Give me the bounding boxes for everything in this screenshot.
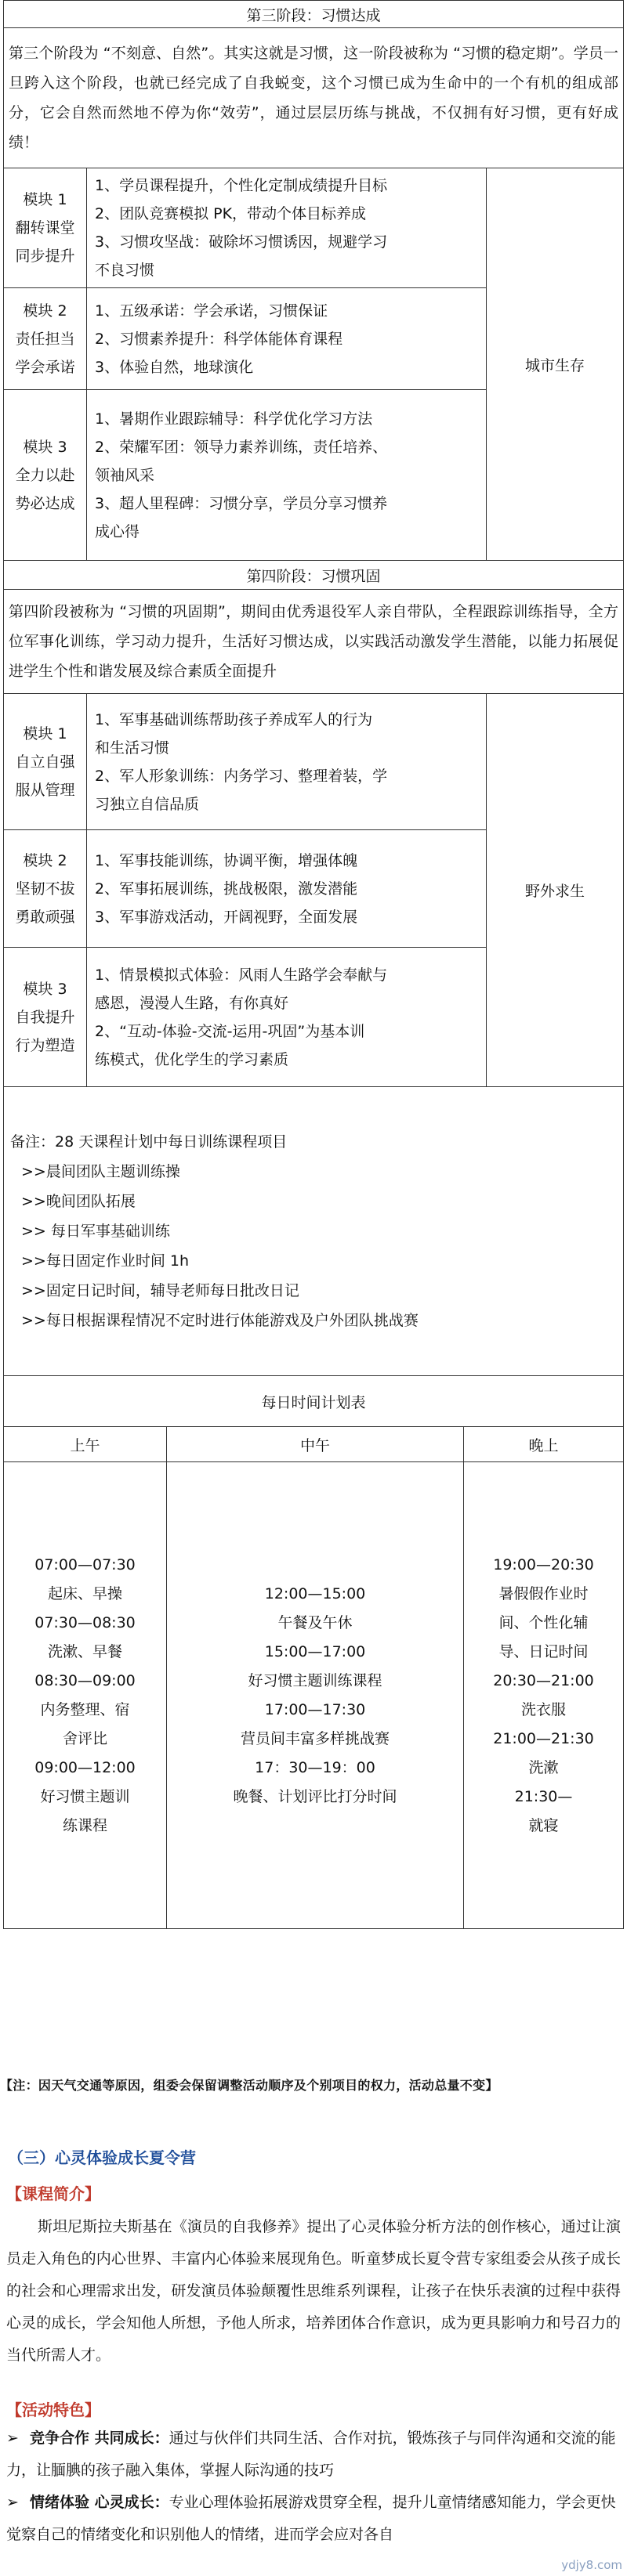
footnote: 【注：因天气交通等原因，组委会保留调整活动顺序及个别项目的权力，活动总量不变】 [0, 2078, 498, 2093]
phase4-title: 第四阶段：习惯巩固 [4, 561, 624, 590]
phase4-module-3-items: 1、情景模拟式体验：风雨人生路学会奉献与 感恩，漫漫人生路，有你真好 2、“互动-体验-交流-运用-巩固”为基本训 练模式，优化学生的学习素质 [87, 948, 487, 1087]
course-intro-title: 【课程简介】 [6, 2184, 100, 2203]
phase4-intro: 第四阶段被称为 “习惯的巩固期”，期间由优秀退役军人亲自带队，全程跟踪训练指导，全方位军事化训练，学习动力提升，生活好习惯达成，以实践活动激发学生潜能，以能力拓展促进学生个性和谐发展及综合素质全面提升 [4, 590, 624, 694]
feature-label: 竞争合作 共同成长： [30, 2430, 169, 2447]
note-line: >>晚间团队拓展 [21, 1193, 136, 1210]
features-title: 【活动特色】 [6, 2401, 100, 2419]
phase3-location: 城市生存 [487, 168, 624, 561]
schedule-header-evening: 晚上 [464, 1427, 624, 1462]
note-line: >>晨间团队主题训练操 [21, 1163, 180, 1180]
schedule-header-noon: 中午 [167, 1427, 464, 1462]
course-intro-text: 斯坦尼斯拉夫斯基在《演员的自我修养》提出了心灵体验分析方法的创作核心，通过让演员走入角色的内心世界、丰富内心体验来展现角色。昕童梦成长夏令营专家组委会从孩子成长的社会和心理需求出发，研发演员体验颠覆性思维系列课程，让孩子在快乐表演的过程中获得心灵的成长，学会知他人所想，予他人所求，培养团体合作意识，成为更具影响力和号召力的当代所需人才。 [6, 2218, 621, 2364]
schedule-noon-column: 12:00—15:00 午餐及午休 15:00—17:00 好习惯主题训练课程 17:00—17:30 营员间丰富多样挑战赛 17：30—19：00 晚餐、计划评比打分时间 [167, 1462, 464, 1929]
bullet-arrow-icon: ➢ [6, 2430, 19, 2447]
notes-title: 备注：28 天课程计划中每日训练课程项目 [10, 1133, 288, 1151]
feature-text: 通过与伙伴们共同生活、合作对抗，锻炼孩子与同伴沟通和交流的能力，让腼腆的孩子融入集体，掌握人际沟通的技巧 [6, 2430, 616, 2479]
schedule-title: 每日时间计划表 [4, 1376, 624, 1427]
feature-item [6, 2422, 621, 2487]
phase4-module-1-items: 1、军事基础训练帮助孩子养成军人的行为 和生活习惯 2、军人形象训练：内务学习、整理着装，学 习独立自信品质 [87, 694, 487, 830]
schedule-evening-column: 19:00—20:30 暑假假作业时 间、个性化辅 导、日记时间 20:30—21:00 洗衣服 21:00—21:30 洗漱 21:30— 就寝 [464, 1462, 624, 1929]
bullet-arrow-icon: ➢ [6, 2494, 19, 2511]
phase4-location: 野外求生 [487, 694, 624, 1087]
phase3-module-2-items: 1、五级承诺：学会承诺，习惯保证 2、习惯素养提升：科学体能体育课程 3、体验自然，地球演化 [87, 288, 487, 390]
phase3-module-3-items: 1、暑期作业跟踪辅导：科学优化学习方法 2、荣耀军团：领导力素养训练，责任培养、 领袖风采 3、超人里程碑：习惯分享，学员分享习惯养 成心得 [87, 390, 487, 561]
schedule-document [3, 0, 623, 1929]
phase3-module-2-name: 模块 2 责任担当 学会承诺 [4, 288, 87, 390]
phase4-module-3-name: 模块 3 自我提升 行为塑造 [4, 948, 87, 1087]
phase3-module-1-items: 1、学员课程提升，个性化定制成绩提升目标 2、团队竞赛模拟 PK，带动个体目标养成 3、习惯攻坚战：破除坏习惯诱因，规避学习 不良习惯 [87, 168, 487, 288]
watermark: ydjy8.com [561, 2558, 622, 2572]
feature-label: 情绪体验 心灵成长： [30, 2494, 169, 2511]
schedule-header-morning: 上午 [4, 1427, 167, 1462]
note-line: >> 每日军事基础训练 [21, 1223, 170, 1240]
phase3-intro: 第三个阶段为 “不刻意、自然”。其实这就是习惯，这一阶段被称为 “习惯的稳定期”。学员一旦跨入这个阶段，也就已经完成了自我蜕变，这个习惯已成为生命中的一个有机的组成部分，它会自然而然地不停为你“效劳”，通过层层历练与挑战，不仅拥有好习惯，更有好成绩！ [4, 28, 624, 168]
daily-schedule-table [3, 1375, 624, 1929]
note-line: >>固定日记时间，辅导老师每日批改日记 [21, 1282, 299, 1299]
phase4-module-2-items: 1、军事技能训练，协调平衡，增强体魄 2、军事拓展训练，挑战极限，激发潜能 3、军事游戏活动，开阔视野，全面发展 [87, 830, 487, 948]
phase3-module-3-name: 模块 3 全力以赴 势必达成 [4, 390, 87, 561]
section-title: （三）心灵体验成长夏令营 [8, 2148, 196, 2167]
training-notes [4, 1087, 624, 1376]
phase3-title: 第三阶段：习惯达成 [4, 1, 624, 28]
note-line: >>每日固定作业时间 1h [21, 1252, 190, 1270]
phase4-module-1-name: 模块 1 自立自强 服从管理 [4, 694, 87, 830]
phase-table [3, 0, 624, 1376]
schedule-morning-column: 07:00—07:30 起床、早操 07:30—08:30 洗漱、早餐 08:30—09:00 内务整理、宿 舍评比 09:00—12:00 好习惯主题训 练课程 [4, 1462, 167, 1929]
feature-text: 专业心理体验拓展游戏贯穿全程，提升儿童情绪感知能力，学会更快觉察自己的情绪变化和识别他人的情绪，进而学会应对各自 [6, 2494, 616, 2543]
feature-item [6, 2487, 621, 2551]
note-line: >>每日根据课程情况不定时进行体能游戏及户外团队挑战赛 [21, 1312, 419, 1329]
phase3-module-1-name: 模块 1 翻转课堂 同步提升 [4, 168, 87, 288]
phase4-module-2-name: 模块 2 坚韧不拔 勇敢顽强 [4, 830, 87, 948]
